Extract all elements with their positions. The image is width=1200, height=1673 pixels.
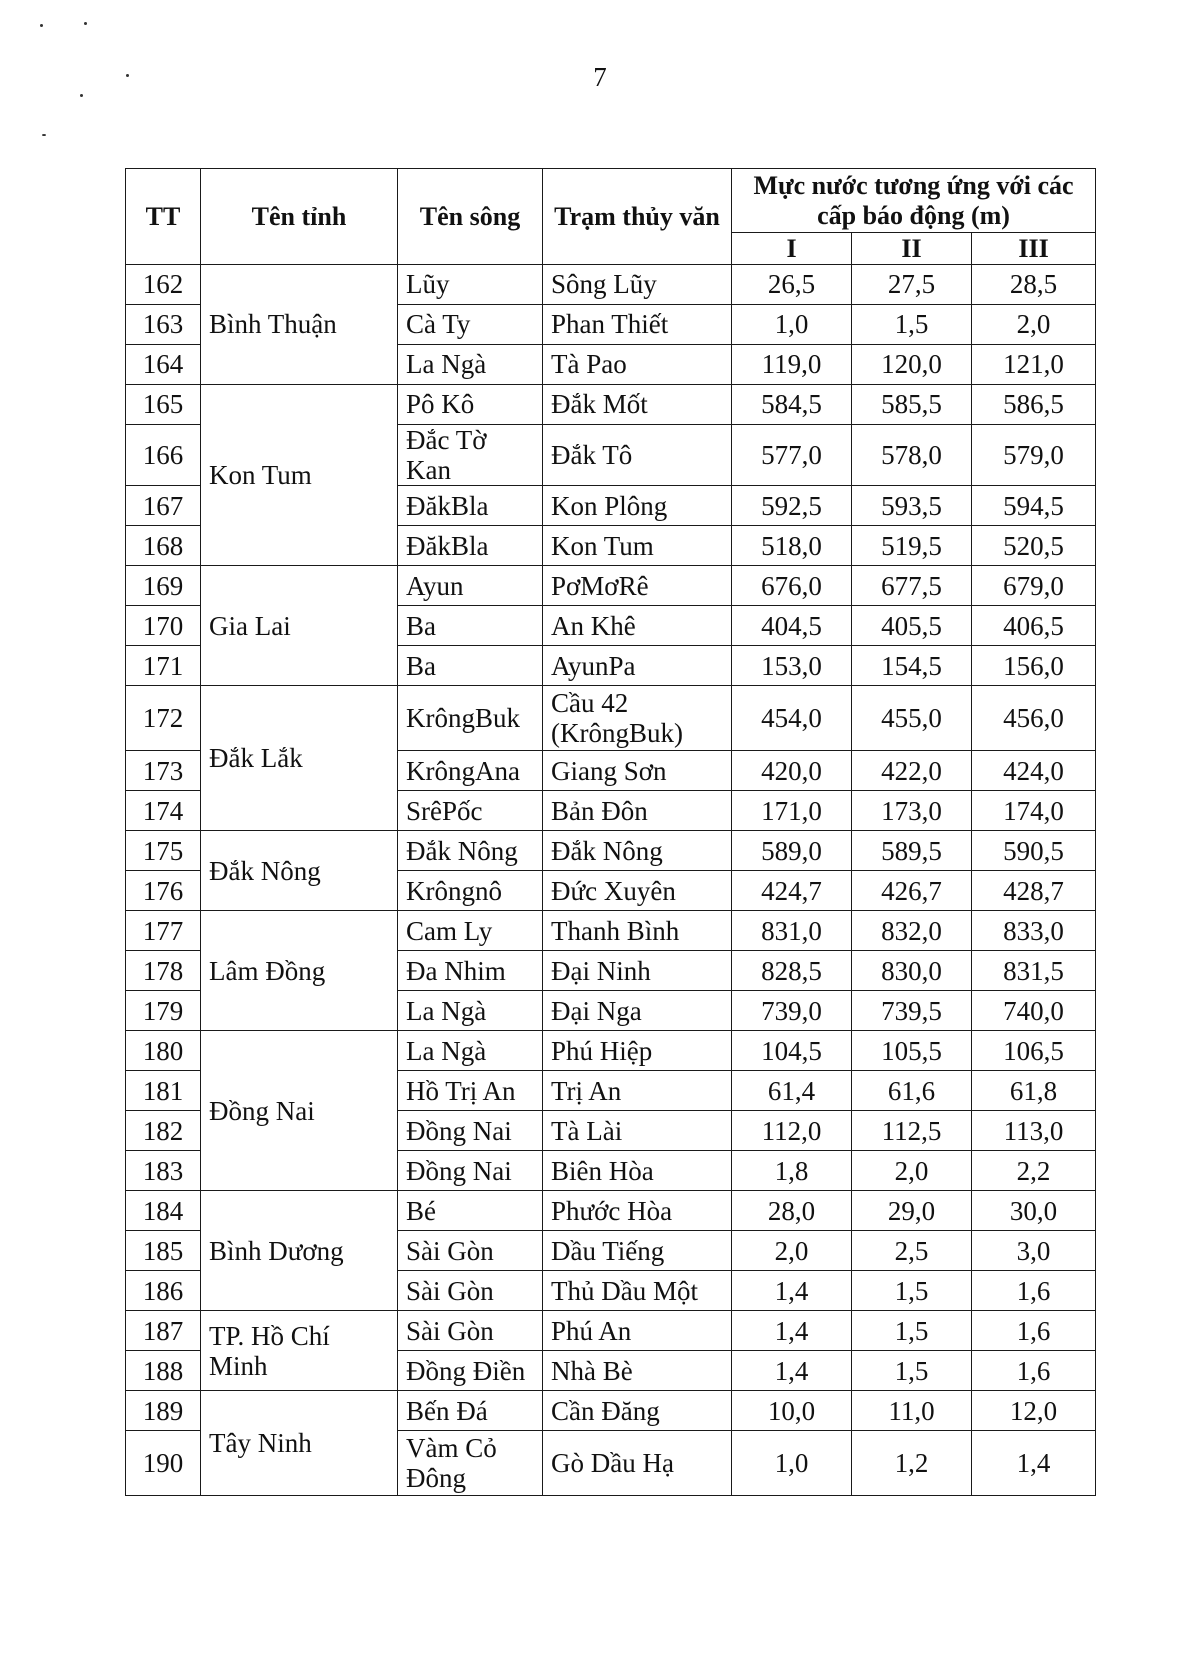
row-level-2: 112,5 [852, 1111, 972, 1151]
table-row [126, 1191, 1096, 1231]
row-river: KrôngBuk [398, 686, 543, 751]
row-river: Đắk Nông [398, 831, 543, 871]
row-tt: 174 [126, 791, 201, 831]
header-levels-group: Mực nước tương ứng với các cấp báo động (m) [732, 169, 1096, 233]
row-level-2: 739,5 [852, 991, 972, 1031]
row-level-1: 424,7 [732, 871, 852, 911]
table-header [126, 169, 1096, 265]
row-tt: 173 [126, 751, 201, 791]
row-level-2: 830,0 [852, 951, 972, 991]
row-station: Bản Đôn [543, 791, 732, 831]
row-level-3: 428,7 [972, 871, 1096, 911]
row-level-2: 593,5 [852, 486, 972, 526]
row-river: Krôngnô [398, 871, 543, 911]
row-level-3: 520,5 [972, 526, 1096, 566]
row-level-2: 578,0 [852, 425, 972, 486]
row-station: Phan Thiết [543, 305, 732, 345]
scan-speck [42, 134, 46, 136]
row-level-1: 28,0 [732, 1191, 852, 1231]
row-station: Cầu 42 (KrôngBuk) [543, 686, 732, 751]
row-level-1: 61,4 [732, 1071, 852, 1111]
row-tt: 183 [126, 1151, 201, 1191]
row-level-3: 106,5 [972, 1031, 1096, 1071]
row-level-2: 422,0 [852, 751, 972, 791]
row-level-3: 594,5 [972, 486, 1096, 526]
row-level-2: 154,5 [852, 646, 972, 686]
table-row [126, 1391, 1096, 1431]
header-tt: TT [126, 169, 201, 265]
row-level-3: 174,0 [972, 791, 1096, 831]
row-level-1: 1,0 [732, 305, 852, 345]
row-province: Đồng Nai [201, 1031, 398, 1191]
page-number: 7 [593, 62, 607, 92]
row-tt: 169 [126, 566, 201, 606]
row-tt: 182 [126, 1111, 201, 1151]
row-river: Ba [398, 646, 543, 686]
row-level-3: 2,0 [972, 305, 1096, 345]
row-level-1: 584,5 [732, 385, 852, 425]
row-province: Gia Lai [201, 566, 398, 686]
row-tt: 188 [126, 1351, 201, 1391]
row-tt: 190 [126, 1431, 201, 1496]
row-station: Đắk Tô [543, 425, 732, 486]
row-station: Sông Lũy [543, 265, 732, 305]
row-tt: 162 [126, 265, 201, 305]
row-level-2: 1,2 [852, 1431, 972, 1496]
table-row [126, 686, 1096, 751]
row-river: Đắc Tờ Kan [398, 425, 543, 486]
table-row [126, 566, 1096, 606]
row-river: SrêPốc [398, 791, 543, 831]
row-river: Bé [398, 1191, 543, 1231]
row-level-2: 1,5 [852, 305, 972, 345]
row-level-1: 518,0 [732, 526, 852, 566]
row-level-1: 1,4 [732, 1311, 852, 1351]
header-level-2: II [852, 233, 972, 265]
row-level-1: 1,0 [732, 1431, 852, 1496]
row-station: Tà Lài [543, 1111, 732, 1151]
row-station: Trị An [543, 1071, 732, 1111]
row-river: Ayun [398, 566, 543, 606]
row-level-1: 10,0 [732, 1391, 852, 1431]
row-station: Thủ Dầu Một [543, 1271, 732, 1311]
row-river: La Ngà [398, 991, 543, 1031]
row-river: Đồng Nai [398, 1111, 543, 1151]
row-river: Đồng Điền [398, 1351, 543, 1391]
table-row [126, 265, 1096, 305]
row-province: Tây Ninh [201, 1391, 398, 1496]
row-river: Cà Ty [398, 305, 543, 345]
row-level-2: 677,5 [852, 566, 972, 606]
row-tt: 181 [126, 1071, 201, 1111]
row-station: Đức Xuyên [543, 871, 732, 911]
row-station: AyunPa [543, 646, 732, 686]
row-station: An Khê [543, 606, 732, 646]
row-station: Phước Hòa [543, 1191, 732, 1231]
row-level-2: 11,0 [852, 1391, 972, 1431]
row-level-3: 456,0 [972, 686, 1096, 751]
row-level-3: 831,5 [972, 951, 1096, 991]
row-level-3: 121,0 [972, 345, 1096, 385]
row-tt: 164 [126, 345, 201, 385]
row-level-3: 740,0 [972, 991, 1096, 1031]
row-river: Sài Gòn [398, 1311, 543, 1351]
header-river: Tên sông [398, 169, 543, 265]
row-level-3: 28,5 [972, 265, 1096, 305]
row-level-1: 404,5 [732, 606, 852, 646]
row-level-2: 589,5 [852, 831, 972, 871]
row-level-3: 586,5 [972, 385, 1096, 425]
header-level-1: I [732, 233, 852, 265]
row-river: Đồng Nai [398, 1151, 543, 1191]
row-level-1: 104,5 [732, 1031, 852, 1071]
row-station: Nhà Bè [543, 1351, 732, 1391]
row-river: Ba [398, 606, 543, 646]
row-level-3: 61,8 [972, 1071, 1096, 1111]
scan-speck [40, 24, 43, 27]
row-level-2: 519,5 [852, 526, 972, 566]
row-level-1: 1,8 [732, 1151, 852, 1191]
row-tt: 171 [126, 646, 201, 686]
row-level-1: 2,0 [732, 1231, 852, 1271]
row-tt: 179 [126, 991, 201, 1031]
row-province: Đắk Lắk [201, 686, 398, 831]
row-level-1: 112,0 [732, 1111, 852, 1151]
row-level-1: 828,5 [732, 951, 852, 991]
water-level-table [125, 168, 1096, 1496]
row-level-1: 26,5 [732, 265, 852, 305]
row-tt: 184 [126, 1191, 201, 1231]
row-level-2: 29,0 [852, 1191, 972, 1231]
row-station: Kon Plông [543, 486, 732, 526]
row-level-1: 119,0 [732, 345, 852, 385]
row-station: Gò Dầu Hạ [543, 1431, 732, 1496]
row-tt: 189 [126, 1391, 201, 1431]
row-tt: 180 [126, 1031, 201, 1071]
row-level-3: 590,5 [972, 831, 1096, 871]
row-river: Đa Nhim [398, 951, 543, 991]
row-tt: 170 [126, 606, 201, 646]
row-level-2: 27,5 [852, 265, 972, 305]
row-tt: 178 [126, 951, 201, 991]
table-row [126, 1031, 1096, 1071]
row-level-1: 589,0 [732, 831, 852, 871]
row-level-3: 579,0 [972, 425, 1096, 486]
row-level-1: 1,4 [732, 1271, 852, 1311]
row-river: Sài Gòn [398, 1271, 543, 1311]
row-level-3: 12,0 [972, 1391, 1096, 1431]
table-row [126, 831, 1096, 871]
row-level-3: 113,0 [972, 1111, 1096, 1151]
row-level-3: 1,6 [972, 1351, 1096, 1391]
row-river: ĐăkBla [398, 486, 543, 526]
row-station: Đắk Mốt [543, 385, 732, 425]
row-station: Thanh Bình [543, 911, 732, 951]
row-river: Lũy [398, 265, 543, 305]
row-level-1: 1,4 [732, 1351, 852, 1391]
row-station: Phú An [543, 1311, 732, 1351]
table-row [126, 1311, 1096, 1351]
row-province: Lâm Đồng [201, 911, 398, 1031]
row-tt: 187 [126, 1311, 201, 1351]
row-station: PơMơRê [543, 566, 732, 606]
row-level-1: 420,0 [732, 751, 852, 791]
row-province: Đắk Nông [201, 831, 398, 911]
row-level-2: 61,6 [852, 1071, 972, 1111]
row-river: KrôngAna [398, 751, 543, 791]
row-level-2: 2,0 [852, 1151, 972, 1191]
row-level-2: 832,0 [852, 911, 972, 951]
row-level-3: 1,6 [972, 1271, 1096, 1311]
row-tt: 172 [126, 686, 201, 751]
row-tt: 163 [126, 305, 201, 345]
row-level-1: 171,0 [732, 791, 852, 831]
row-level-2: 2,5 [852, 1231, 972, 1271]
header-station: Trạm thủy văn [543, 169, 732, 265]
row-province: Kon Tum [201, 385, 398, 566]
row-level-3: 1,6 [972, 1311, 1096, 1351]
row-tt: 176 [126, 871, 201, 911]
row-level-2: 120,0 [852, 345, 972, 385]
table-row [126, 385, 1096, 425]
row-station: Biên Hòa [543, 1151, 732, 1191]
row-river: Cam Ly [398, 911, 543, 951]
row-level-1: 592,5 [732, 486, 852, 526]
row-level-3: 679,0 [972, 566, 1096, 606]
header-province: Tên tỉnh [201, 169, 398, 265]
row-level-3: 424,0 [972, 751, 1096, 791]
row-station: Đại Ninh [543, 951, 732, 991]
row-river: La Ngà [398, 1031, 543, 1071]
row-level-3: 406,5 [972, 606, 1096, 646]
row-level-1: 676,0 [732, 566, 852, 606]
row-level-2: 405,5 [852, 606, 972, 646]
row-tt: 175 [126, 831, 201, 871]
row-province: TP. Hồ Chí Minh [201, 1311, 398, 1391]
row-level-2: 173,0 [852, 791, 972, 831]
row-level-2: 455,0 [852, 686, 972, 751]
row-river: Sài Gòn [398, 1231, 543, 1271]
row-river: La Ngà [398, 345, 543, 385]
table-row [126, 911, 1096, 951]
row-province: Bình Dương [201, 1191, 398, 1311]
row-level-3: 1,4 [972, 1431, 1096, 1496]
header-level-3: III [972, 233, 1096, 265]
row-level-1: 739,0 [732, 991, 852, 1031]
row-tt: 167 [126, 486, 201, 526]
row-level-2: 105,5 [852, 1031, 972, 1071]
row-station: Đại Nga [543, 991, 732, 1031]
row-river: Pô Kô [398, 385, 543, 425]
row-tt: 166 [126, 425, 201, 486]
row-river: ĐăkBla [398, 526, 543, 566]
scan-speck [84, 22, 87, 25]
row-level-3: 3,0 [972, 1231, 1096, 1271]
row-level-3: 156,0 [972, 646, 1096, 686]
row-tt: 168 [126, 526, 201, 566]
row-level-2: 1,5 [852, 1351, 972, 1391]
row-level-2: 1,5 [852, 1311, 972, 1351]
row-station: Kon Tum [543, 526, 732, 566]
row-station: Phú Hiệp [543, 1031, 732, 1071]
row-level-1: 831,0 [732, 911, 852, 951]
row-level-1: 577,0 [732, 425, 852, 486]
row-level-2: 585,5 [852, 385, 972, 425]
row-station: Cần Đăng [543, 1391, 732, 1431]
table-body [126, 265, 1096, 1496]
row-tt: 165 [126, 385, 201, 425]
row-level-3: 2,2 [972, 1151, 1096, 1191]
row-river: Vàm Cỏ Đông [398, 1431, 543, 1496]
row-river: Bến Đá [398, 1391, 543, 1431]
scan-speck [80, 94, 83, 97]
row-tt: 186 [126, 1271, 201, 1311]
row-level-2: 426,7 [852, 871, 972, 911]
row-level-3: 833,0 [972, 911, 1096, 951]
row-station: Tà Pao [543, 345, 732, 385]
row-station: Dầu Tiếng [543, 1231, 732, 1271]
row-level-2: 1,5 [852, 1271, 972, 1311]
row-station: Đắk Nông [543, 831, 732, 871]
row-station: Giang Sơn [543, 751, 732, 791]
row-level-3: 30,0 [972, 1191, 1096, 1231]
row-tt: 177 [126, 911, 201, 951]
row-level-1: 454,0 [732, 686, 852, 751]
row-level-1: 153,0 [732, 646, 852, 686]
row-river: Hồ Trị An [398, 1071, 543, 1111]
row-province: Bình Thuận [201, 265, 398, 385]
row-tt: 185 [126, 1231, 201, 1271]
